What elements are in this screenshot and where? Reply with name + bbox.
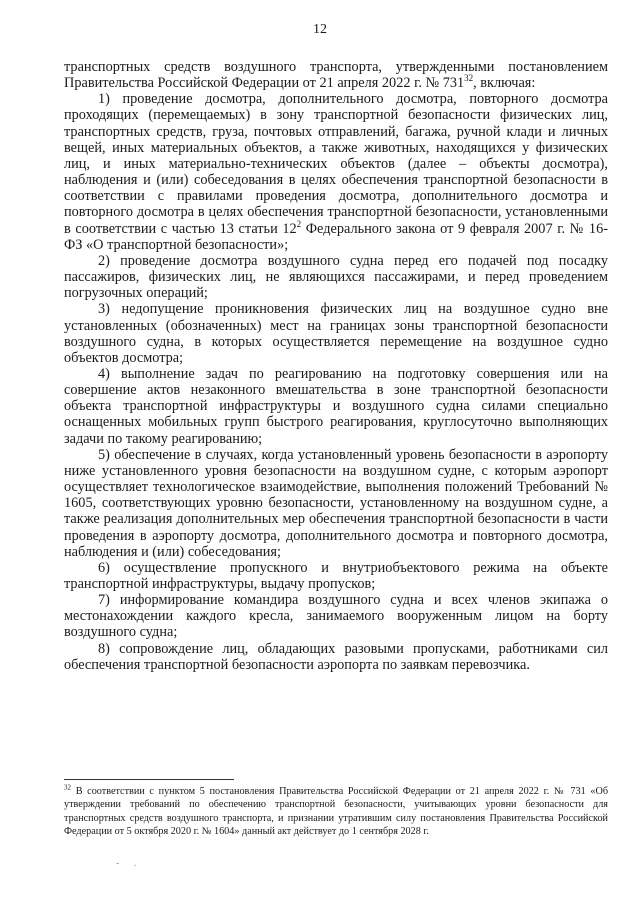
paragraph-text-tail: Федерального закона от 9 февраля 2007 г. № 16-ФЗ «О транспортной безопасности»;: [64, 220, 608, 253]
list-item-3: 3) недопущение проникновения физических лиц на воздушное судно вне установленных (обозначенных) мест на границах зоны транспортной безопасности воздушного судна, в которых осуществляется перемещение на воздушное судно объектов досмотра;: [64, 301, 608, 366]
paragraph-text: 1) проведение досмотра, дополнительного досмотра, повторного досмотра проходящих (перемещаемых) в зону транспортной безопасности физических лиц, транспортных средств, груза, почтовых отправлений, багажа, ручной клади и личных вещей, иных материальных объектов, а также животных, находящихся у физических лиц, и иных материально-технических объектов (далее – объекты досмотра), наблюдения и (или) собеседования в целях обеспечения транспортной безопасности в соответствии с правилами проведения досмотра, дополнительного досмотра и повторного досмотра в целях обеспечения транспортной безопасности, установленными в соответствии с частью 13 статьи 12: [64, 91, 608, 237]
paragraph-text-tail: , включая:: [473, 75, 536, 92]
list-item-4: 4) выполнение задач по реагированию на подготовку совершения или на совершение актов незаконного вмешательства в зоне транспортной безопасности объекта транспортной инфраструктуры и воздушного судна силами специально оснащенных мобильных групп быстрого реагирования, круглосуточно выполняющих задачи по такому реагированию;: [64, 365, 608, 447]
footnote-number: 32: [64, 783, 71, 792]
paragraph-intro: [64, 59, 608, 91]
list-item-6: 6) осуществление пропускного и внутриобъектового режима на объекте транспортной инфраструктуры, выдачу пропусков;: [64, 559, 608, 592]
list-item-1: [64, 91, 608, 253]
footnote-ref[interactable]: 32: [464, 73, 474, 84]
list-item-7: 7) информирование командира воздушного судна и всех членов экипажа о местонахождении каждого кресла, занимаемого вооруженным лицом на борту воздушного судна;: [64, 592, 608, 641]
paragraph-text: транспортных средств воздушного транспорта, утвержденными постановлением Правительства Российской Федерации от 21 апреля 2022 г. № 731: [64, 59, 608, 92]
footnote: [64, 785, 608, 838]
body-text: [64, 59, 608, 673]
footnote-separator: [64, 779, 234, 780]
superscript: 2: [296, 218, 302, 229]
scan-marks: - .: [116, 858, 143, 869]
list-item-8: 8) сопровождение лиц, обладающих разовыми пропусками, работниками сил обеспечения транспортной безопасности аэропорта по заявкам перевозчика.: [64, 640, 608, 673]
list-item-2: 2) проведение досмотра воздушного судна перед его подачей под посадку пассажиров, физических лиц, не являющихся пассажирами, и перед проведением погрузочных операций;: [64, 252, 608, 302]
footnote-text: В соответствии с пунктом 5 постановления Правительства Российской Федерации от 21 апреля 2022 г. № 731 «Об утверждении требований по обеспечению транспортной безопасности, учитывающих уровни безопасности для транспортных средств воздушного транспорта, и признании утратившим силу постановления Правительства Российской Федерации от 5 октября 2020 г. № 1604» данный акт действует до 1 сентября 2028 г.: [64, 786, 608, 837]
list-item-5: 5) обеспечение в случаях, когда установленный уровень безопасности в аэропорту ниже установленного уровня безопасности на воздушном судне, с которым аэропорт осуществляет технологическое взаимодействие, выполнения положений Требований № 1605, соответствующих уровню безопасности, установленному на воздушном судне, а также реализация дополнительных мер обеспечения транспортной безопасности в части проведения в аэропорту досмотра, дополнительного досмотра и повторного досмотра, наблюдения и (или) собеседования;: [64, 446, 608, 560]
page-number: 12: [313, 22, 327, 37]
